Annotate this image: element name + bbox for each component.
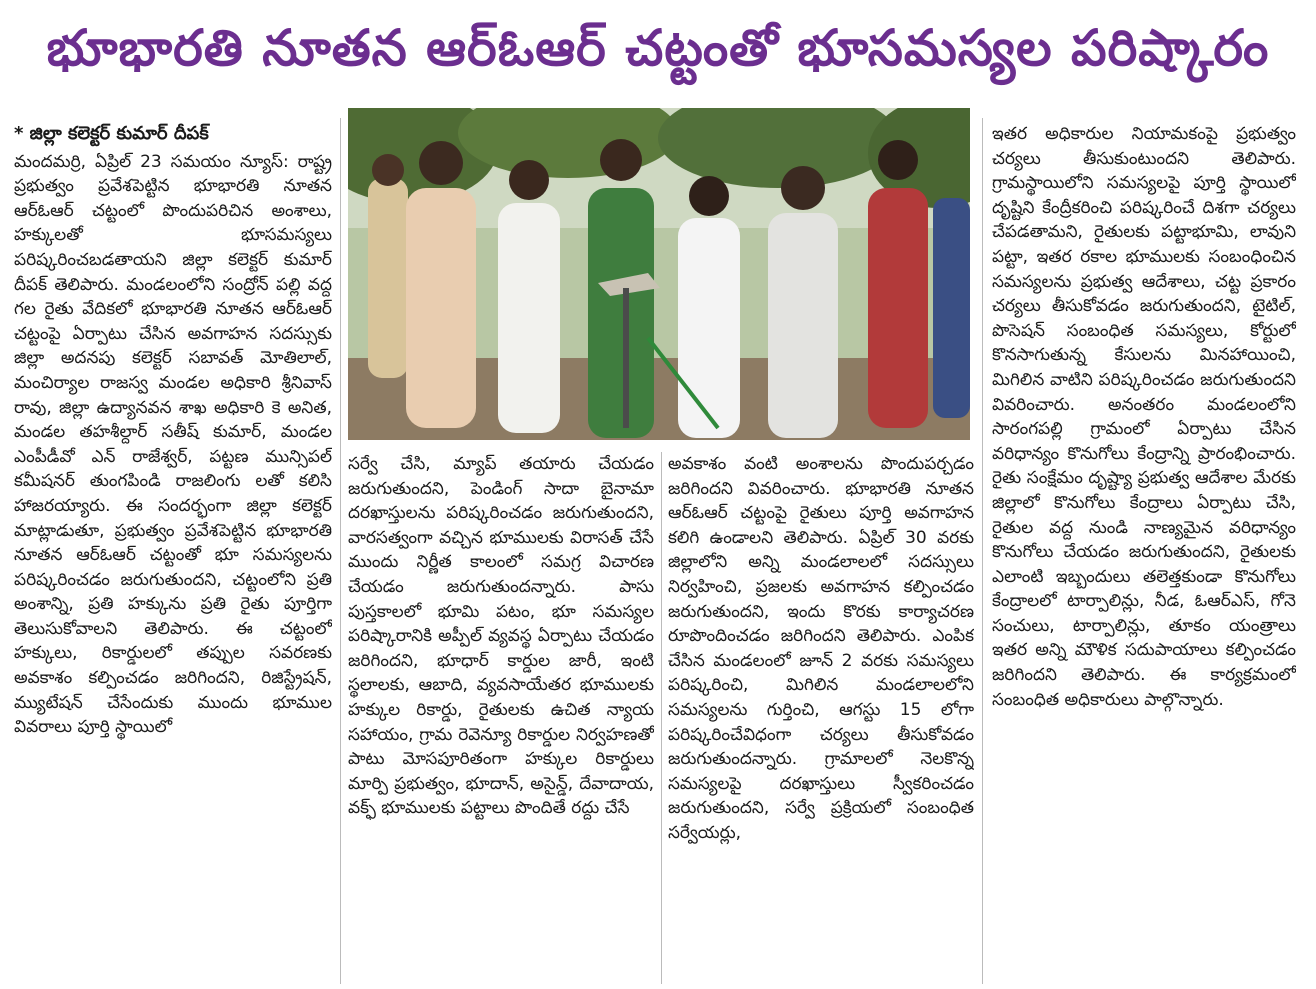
- byline: * జిల్లా కలెక్టర్ కుమార్ దీపక్: [14, 123, 209, 144]
- article-column-1: [14, 122, 332, 982]
- column-3-text: అవకాశం వంటి అంశాలను పొందుపర్చడం జరిగిందని వివరించారు. భూభారతి నూతన ఆర్‌ఓఆర్ చట్టంపై రైతులు పూర్తి అవగాహన కలిగి ఉండాలని తెలిపారు. ఏప్రిల్ 30 వరకు జిల్లాలోని అన్ని మండలాలలో సదస్సులు నిర్వహించి, ప్రజలకు అవగాహన కల్పించడం జరుగుతుందని, ఇందు కొరకు కార్యాచరణ రూపొందించడం జరిగిందని తెలిపారు. ఎంపిక చేసిన మండలంలో జూన్ 2 వరకు సమస్యలు పరిష్కరించి, మిగిలిన మండలాలలోని సమస్యలను గుర్తించి, ఆగస్టు 15 లోగా పరిష్కరించేవిధంగా చర్యలు తీసుకోవడం జరుగుతుందన్నారు. గ్రామాలలో నెలకొన్న సమస్యలపై దరఖాస్తులు స్వీకరించడం జరుగుతుందని, సర్వే ప్రక్రియలో సంబంధిత సర్వేయర్లు,: [668, 454, 974, 843]
- column-1-text: మందమర్రి, ఏప్రిల్ 23 సమయం న్యూస్: రాష్ట్ర ప్రభుత్వం ప్రవేశపెట్టిన భూభారతి నూతన ఆర్‌ఓఆర్ చట్టంలో పొందుపరిచిన అంశాలు, హక్కులతో భూసమస్యలు పరిష్కరించబడతాయని జిల్లా కలెక్టర్ కుమార్ దీపక్ తెలిపారు. మండలంలోని సంద్రోన్ పల్లి వద్ద గల రైతు వేదికలో భూభారతి నూతన ఆర్‌ఓఆర్ చట్టంపై ఏర్పాటు చేసిన అవగాహన సదస్సుకు జిల్లా అదనపు కలెక్టర్ సబావత్ మోతిలాల్, మంచిర్యాల రాజస్వ మండల అధికారి శ్రీనివాస్ రావు, జిల్లా ఉద్యానవన శాఖ అధికారి కె అనిత, మండల తహశీల్దార్ సతీష్ కుమార్, మండల ఎంపీడీవో ఎన్ రాజేశ్వర్, పట్టణ మున్సిపల్ కమీషనర్ తుంగపిండి రాజలింగు లతో కలిసి హాజరయ్యారు. ఈ సందర్భంగా జిల్లా కలెక్టర్ మాట్లాడుతూ, ప్రభుత్వం ప్రవేశపెట్టిన భూభారతి నూతన ఆర్‌ఓఆర్ చట్టంతో భూ సమస్యలను పరిష్కరించడం జరుగుతుందని, చట్టంలోని ప్రతి అంశాన్ని, ప్రతి హక్కును ప్రతి రైతు పూర్తిగా తెలుసుకోవాలని తెలిపారు. ఈ చట్టంలో హక్కులు, రికార్డులలో తప్పుల సవరణకు అవకాశం కల్పించడం జరిగిందని, రిజిస్ట్రేషన్, మ్యుటేషన్ చేసేందుకు ముందు భూముల వివరాలు పూర్తి స్థాయిలో: [14, 151, 332, 738]
- article-column-3: [668, 452, 974, 984]
- column-2-text: సర్వే చేసి, మ్యాప్ తయారు చేయడం జరుగుతుందని, పెండింగ్ సాదా బైనామా దరఖాస్తులను పరిష్కరించడం జరుగుతుందని, వారసత్వంగా వచ్చిన భూములకు విరాసత్ చేసే ముందు నిర్ణీత కాలంలో సమగ్ర విచారణ చేయడం జరుగుతుందన్నారు. పాసు పుస్తకాలలో భూమి పటం, భూ సమస్యల పరిష్కారానికి అప్పీల్ వ్యవస్థ ఏర్పాటు చేయడం జరిగిందని, భూధార్ కార్డుల జారీ, ఇంటి స్థలాలకు, ఆబాది, వ్యవసాయేతర భూములకు హక్కుల రికార్డు, రైతులకు ఉచిత న్యాయ సహాయం, గ్రామ రెవెన్యూ రికార్డుల నిర్వహణతో పాటు మోసపూరితంగా హక్కుల రికార్డులు మార్పి ప్రభుత్వం, భూదాన్, అసైన్డ్, దేవాదాయ, వక్ఫ్ భూములకు పట్టాలు పొందితే రద్దు చేసే: [348, 454, 654, 819]
- article-column-2: [348, 452, 654, 984]
- headline: భూభారతి నూతన ఆర్‌ఓఆర్ చట్టంతో భూసమస్యల పరిష్కారం: [46, 18, 1270, 77]
- news-photo: [348, 108, 970, 440]
- column-divider: [661, 452, 662, 984]
- article-column-4: [992, 122, 1296, 982]
- column-divider: [982, 118, 983, 984]
- column-divider: [340, 118, 341, 984]
- column-4-text: ఇతర అధికారుల నియామకంపై ప్రభుత్వం చర్యలు తీసుకుంటుందని తెలిపారు. గ్రామస్థాయిలోని సమస్యలపై పూర్తి స్థాయిలో దృష్టిని కేంద్రీకరించి పరిష్కరించే దిశగా చర్యలు చేపడతామని, రైతులకు పట్టాభూమి, లావుని పట్టా, ఇతర రకాల భూములకు సంబంధించిన సమస్యలను ప్రభుత్వ ఆదేశాలు, చట్ట ప్రకారం చర్యలు తీసుకోవడం జరుగుతుందని, టైటిల్, పొసెషన్ సంబంధిత సమస్యలు, కోర్టులో కొనసాగుతున్న కేసులను మినహాయించి, మిగిలిన వాటిని పరిష్కరించడం జరుగుతుందని వివరించారు. అనంతరం మండలంలోని సారంగపల్లి గ్రామంలో ఏర్పాటు చేసిన వరిధాన్యం కొనుగోలు కేంద్రాన్ని ప్రారంభించారు. రైతు సంక్షేమం దృష్ట్యా ప్రభుత్వ ఆదేశాల మేరకు జిల్లాలో కొనుగోలు కేంద్రాలు ఏర్పాటు చేసి, రైతుల వద్ద నుండి నాణ్యమైన వరిధాన్యం కొనుగోలు చేయడం జరుగుతుందని, రైతులకు ఎలాంటి ఇబ్బందులు తలెత్తకుండా కొనుగోలు కేంద్రాలలో టార్పాలిన్లు, నీడ, ఓఆర్ఎస్, గోనె సంచులు, టార్పాలిన్లు, తూకం యంత్రాలు ఇతర అన్ని మౌళిక సదుపాయాలు కల్పించడం జరిగిందని తెలిపారు. ఈ కార్యక్రమంలో సంబంధిత అధికారులు పాల్గొన్నారు.: [992, 124, 1296, 710]
